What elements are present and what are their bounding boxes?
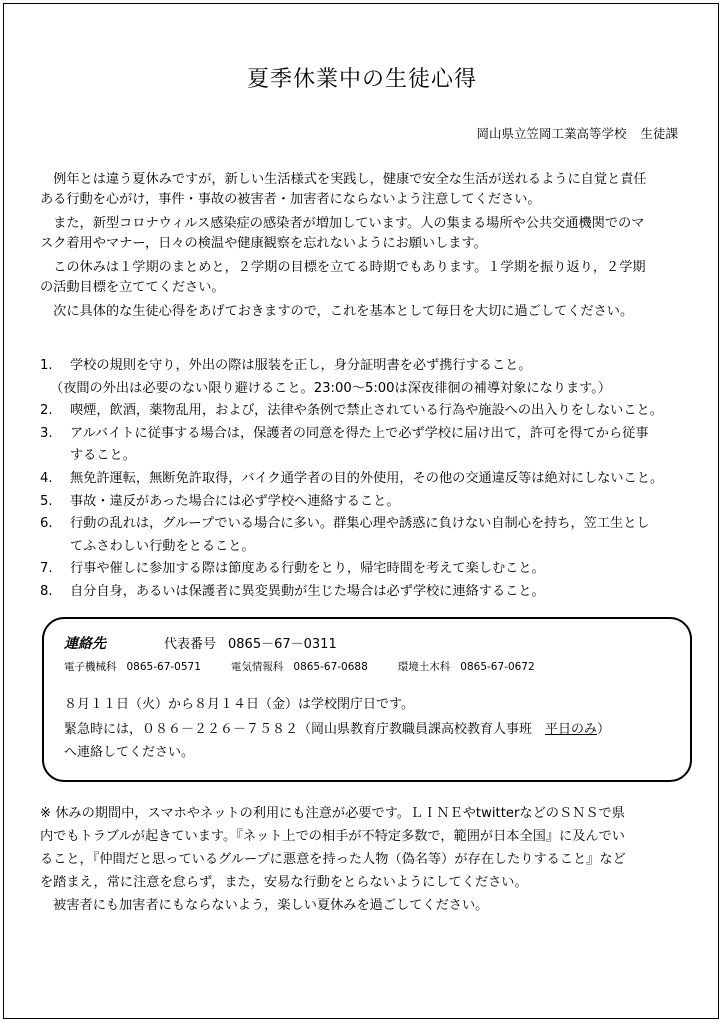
emergency-contact: 緊急時には，０８６－２２６－７５８２（岡山県教育庁教職員課高校教育人事班 平日のみ）: [64, 722, 611, 737]
main-phone: [164, 633, 337, 652]
note-line: 内でもトラブルが起きています。『ネット上での相手が不特定多数で，範囲が日本全国』に及んでい: [40, 829, 625, 844]
note-line: を踏まえ，常に注意を怠らず，また，安易な行動をとらないようにしてください。: [40, 875, 528, 890]
note-line: 被害者にも加害者にもならないよう，楽しい夏休みを過ごしてください。: [40, 898, 489, 913]
page-title: 夏季休業中の生徒心得: [246, 67, 477, 92]
note-line: ること，『仲間だと思っているグループに悪意を持った人物（偽名等）が存在したりすること』など: [40, 852, 626, 867]
rule-item: 2. 喫煙，飲酒，薬物乱用，および，法律や条例で禁止されている行為や施設への出入りをしないこと。: [40, 403, 663, 419]
intro-line: この休みは１学期のまとめと，２学期の目標を立てる時期でもあります。１学期を振り返り，２学期: [40, 260, 646, 275]
rule-item: 6. 行動の乱れは，グループでいる場合に多い。群集心理や誘惑に負けない自制心を持ち，笠工生とし: [40, 516, 650, 532]
school-name: 岡山県立笠岡工業高等学校: [476, 126, 627, 141]
intro-line: 例年とは違う夏休みですが，新しい生活様式を実践し，健康で安全な生活が送れるように自覚と責任: [40, 172, 647, 187]
rule-continuation: てふさわしい行動をとること。: [70, 538, 255, 554]
intro-line: スク着用やマナー，日々の検温や健康観察を忘れないようにお願いします。: [40, 236, 487, 251]
intro-line: ある行動を心がけ，事件・事故の被害者・加害者にならないよう注意してください。: [40, 192, 541, 207]
rule-item: 5. 事故・違反があった場合には必ず学校へ連絡すること。: [40, 493, 400, 509]
intro-line: の活動目標を立ててください。: [40, 280, 225, 295]
rule-item: 8. 自分自身，あるいは保護者に異変異動が生じた場合は必ず学校に連絡すること。: [40, 583, 545, 599]
emergency-contact-line2: へ連絡してください。: [64, 745, 195, 760]
rule-item: 3. アルバイトに従事する場合は，保護者の同意を得た上で必ず学校に届け出て，許可を得てから従事: [40, 425, 649, 441]
weekday-only-note: 平日のみ: [545, 722, 598, 737]
contact-box: [42, 617, 692, 782]
main-phone-label: 代表番号: [164, 637, 217, 652]
rule-item: 1. 学校の規則を守り，外出の際は服装を正し，身分証明書を必ず携行すること。: [40, 358, 532, 373]
department-phones: [64, 659, 565, 674]
note-line: ※ 休みの期間中，スマホやネットの利用にも注意が必要です。ＬＩＮＥやtwitterなどのＳＮＳで県: [40, 806, 625, 821]
rule-subnote: （夜間の外出は必要のない限り避けること。23:00～5:00は深夜徘徊の補導対象になります。）: [50, 380, 612, 396]
issuer: [476, 124, 678, 142]
department-name: 生徒課: [640, 126, 678, 141]
closed-days-notice: ８月１１日（火）から８月１４日（金）は学校閉庁日です。: [64, 697, 414, 712]
intro-line: 次に具体的な生徒心得をあげておきますので，これを基本として毎日を大切に過ごしてください。: [40, 304, 634, 319]
contact-heading: 連絡先: [64, 636, 106, 652]
department-phone: 電子機械科 0865-67-0571: [64, 661, 201, 673]
intro-line: また，新型コロナウィルス感染症の感染者が増加しています。人の集まる場所や公共交通機関でのマ: [40, 216, 645, 231]
rule-item: 7. 行事や催しに参加する際は節度ある行動をとり，帰宅時間を考えて楽しむこと。: [40, 561, 545, 577]
rules-list: [40, 355, 700, 604]
department-phone: 環境土木科 0865-67-0672: [397, 661, 535, 673]
sns-notes: [40, 802, 692, 917]
document-page: [3, 3, 719, 1019]
main-phone-number: 0865－67－0311: [228, 637, 337, 652]
rule-item: 4. 無免許運転，無断免許取得，バイク通学者の目的外使用，その他の交通違反等は絶対にしないこと。: [40, 470, 664, 486]
intro-paragraphs: [40, 170, 692, 322]
department-phone: 電気情報科 0865-67-0688: [230, 661, 368, 673]
rule-continuation: すること。: [70, 448, 136, 464]
